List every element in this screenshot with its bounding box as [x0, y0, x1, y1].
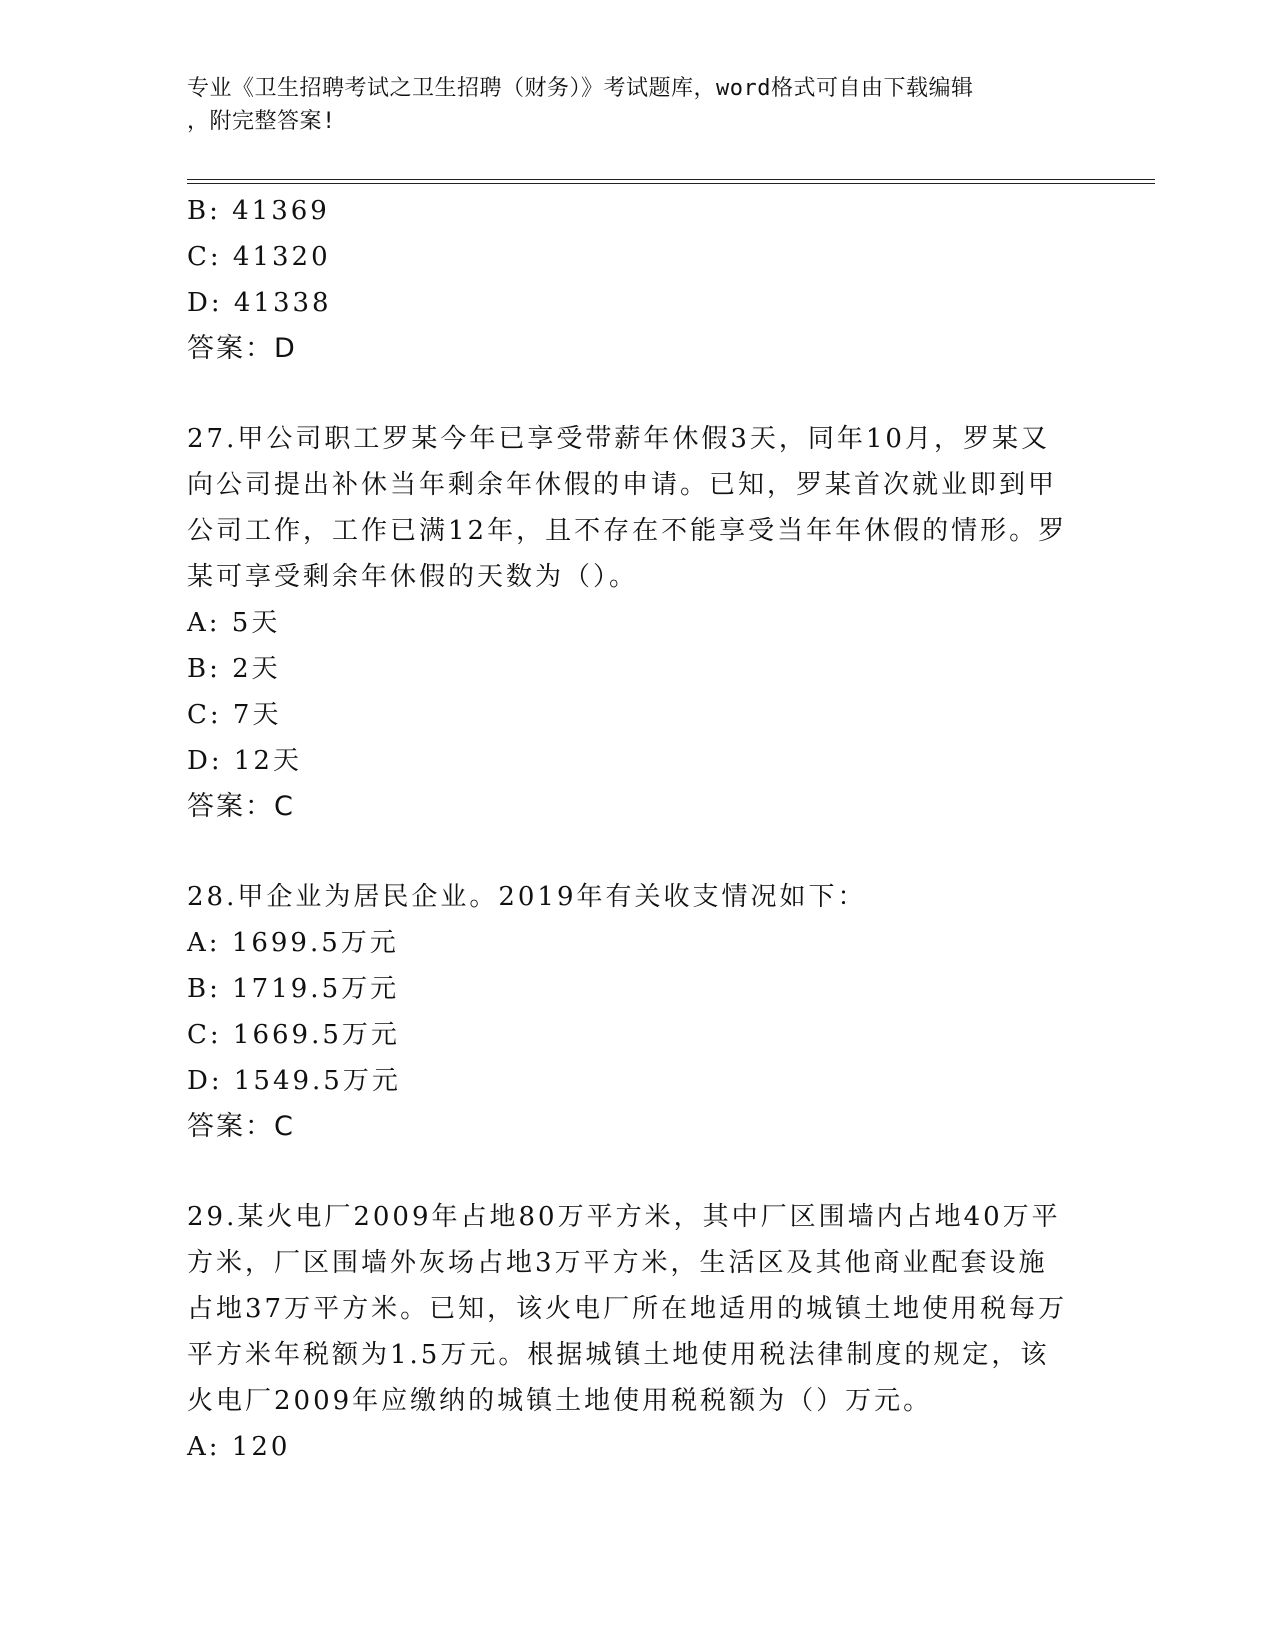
option-b: B: 2天: [187, 654, 281, 684]
option-b: B: 1719.5万元: [187, 974, 400, 1004]
option-a: A: 120: [187, 1432, 291, 1462]
option-a: A: 1699.5万元: [187, 928, 399, 958]
document-header: [187, 72, 1067, 138]
question-stem-line: 某可享受剩余年休假的天数为（）。: [187, 562, 639, 592]
header-rule-bottom: [187, 183, 1155, 184]
question-28: [187, 874, 1087, 1150]
question-stem-line: 29.某火电厂2009年占地80万平方米，其中厂区围墙内占地40万平: [187, 1202, 1061, 1232]
header-rule-top: [187, 179, 1155, 180]
option-a: A: 5天: [187, 608, 281, 638]
option-c: C: 1669.5万元: [187, 1020, 400, 1050]
question-stem-line: 向公司提出补休当年剩余年休假的申请。已知，罗某首次就业即到甲: [187, 470, 1058, 500]
option-d: D: 41338: [187, 288, 332, 318]
option-d: D: 1549.5万元: [187, 1066, 401, 1096]
question-stem-line: 火电厂2009年应缴纳的城镇土地使用税税额为（）万元。: [187, 1386, 933, 1416]
answer-line: 答案：C: [187, 1111, 295, 1142]
question-26-tail: [187, 188, 1087, 372]
answer-line: 答案：C: [187, 791, 295, 822]
answer-line: 答案：D: [187, 333, 297, 364]
question-stem-line: 平方米年税额为1.5万元。根据城镇土地使用税法律制度的规定，该: [187, 1340, 1050, 1370]
question-27: [187, 416, 1087, 830]
header-line-2: ，附完整答案!: [187, 109, 336, 134]
question-content: [187, 188, 1087, 1470]
question-29: [187, 1194, 1087, 1470]
question-stem-line: 28.甲企业为居民企业。2019年有关收支情况如下：: [187, 882, 867, 912]
question-stem-line: 占地37万平方米。已知，该火电厂所在地适用的城镇土地使用税每万: [187, 1294, 1068, 1324]
option-c: C: 7天: [187, 700, 282, 730]
question-stem-line: 27.甲公司职工罗某今年已享受带薪年休假3天，同年10月，罗某又: [187, 424, 1050, 454]
question-stem-line: 公司工作，工作已满12年，且不存在不能享受当年年休假的情形。罗: [187, 516, 1068, 546]
option-d: D: 12天: [187, 746, 302, 776]
option-c: C: 41320: [187, 242, 331, 272]
header-line-1: 专业《卫生招聘考试之卫生招聘（财务）》考试题库，word格式可自由下载编辑: [187, 76, 974, 101]
question-stem-line: 方米，厂区围墙外灰场占地3万平方米，生活区及其他商业配套设施: [187, 1248, 1048, 1278]
option-b: B: 41369: [187, 196, 330, 226]
